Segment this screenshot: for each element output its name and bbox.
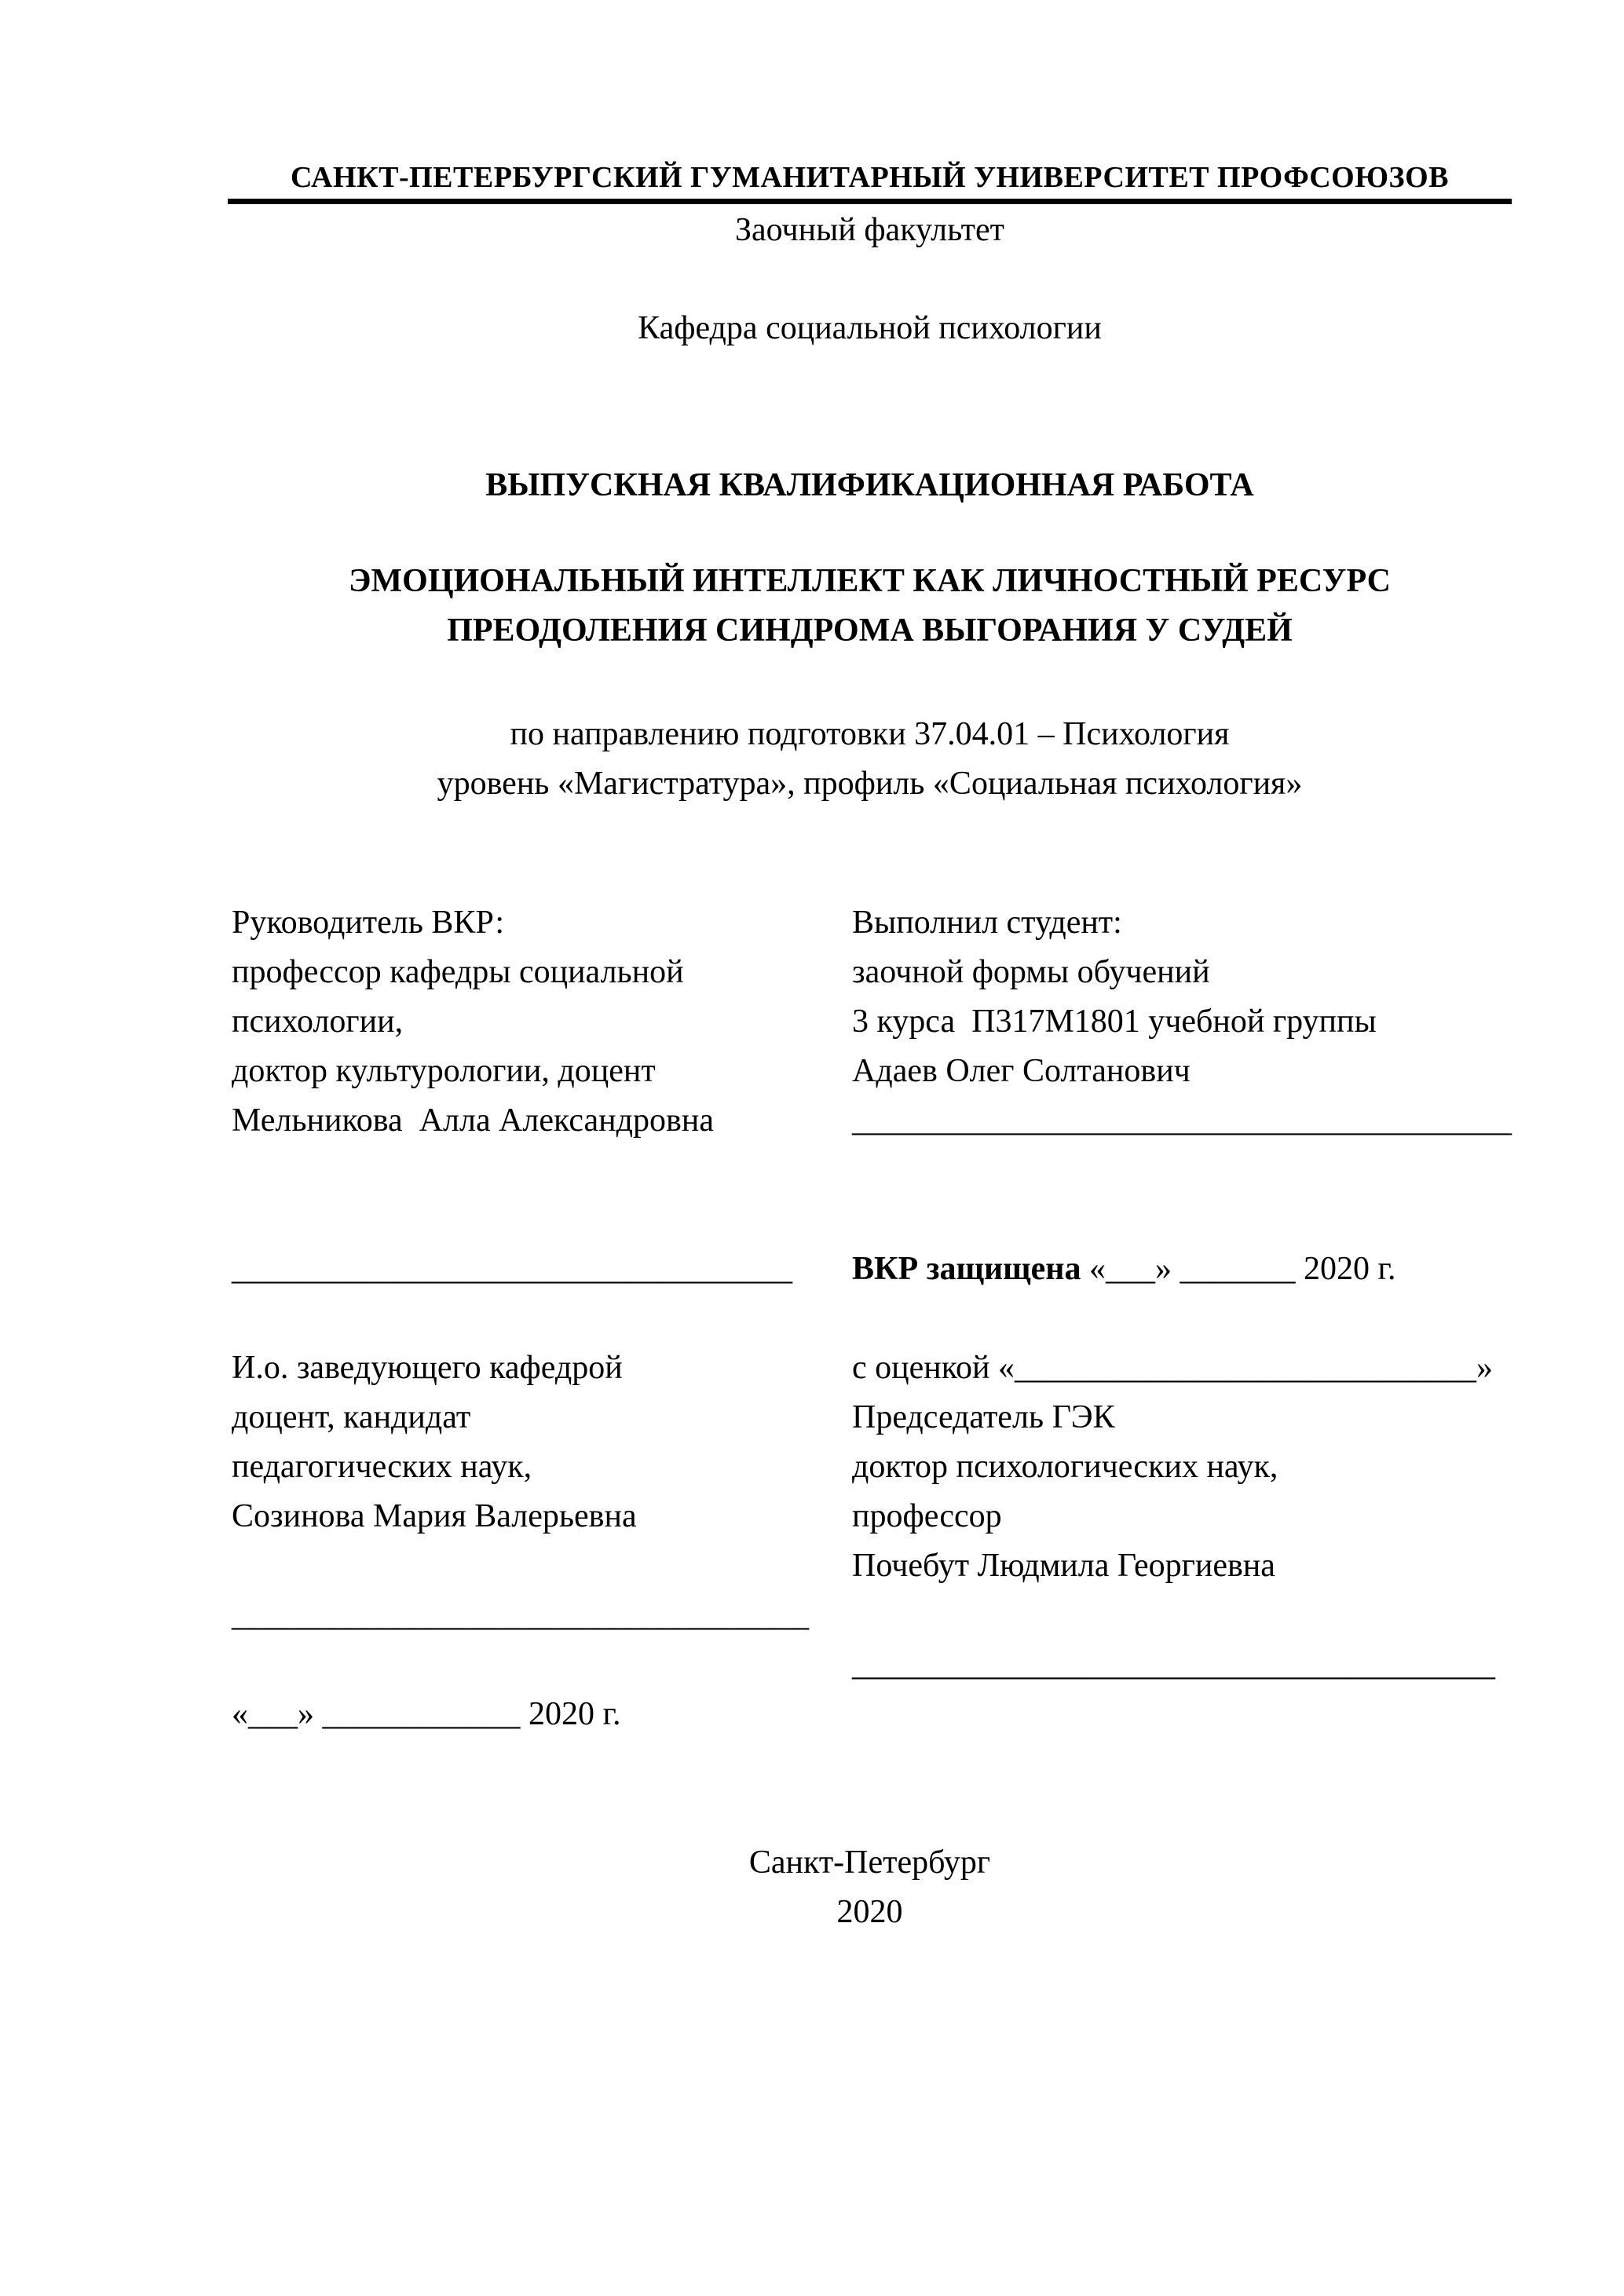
head-position-2: педагогических наук, (232, 1449, 532, 1485)
level-line: уровень «Магистратура», профиль «Социальная психология» (437, 766, 1303, 802)
supervisor-name: Мельникова Алла Александровна (232, 1102, 714, 1139)
header-rule (228, 199, 1512, 204)
student-group: 3 курса П317М1801 учебной группы (852, 1004, 1377, 1040)
grade-line: с оценкой «____________________________» (852, 1350, 1493, 1386)
work-type-heading: ВЫПУСКНАЯ КВАЛИФИКАЦИОННАЯ РАБОТА (485, 467, 1254, 503)
head-signature-line-1: __________________________________ (232, 1251, 792, 1287)
defense-date-line (852, 1245, 1508, 1294)
thesis-title-line1: ЭМОЦИОНАЛЬНЫЙ ИНТЕЛЛЕКТ КАК ЛИЧНОСТНЫЙ РЕСУРС (349, 563, 1391, 599)
student-form: заочной формы обучений (852, 954, 1210, 990)
gek-degree: доктор психологических наук, (852, 1449, 1278, 1485)
student-name: Адаев Олег Солтанович (852, 1053, 1191, 1089)
thesis-title-line2: ПРЕОДОЛЕНИЯ СИНДРОМА ВЫГОРАНИЯ У СУДЕЙ (447, 612, 1293, 649)
year-line: 2020 (836, 1894, 903, 1930)
student-signature-line: ________________________________________ (852, 1102, 1512, 1139)
gek-position: профессор (852, 1498, 1002, 1534)
content (232, 0, 1512, 2296)
city-line: Санкт-Петербург (748, 1844, 991, 1881)
department-name: Кафедра социальной психологии (638, 310, 1102, 346)
supervisor-position-1: профессор кафедры социальной (232, 954, 684, 990)
supervisor-position-3: доктор культурологии, доцент (232, 1053, 656, 1089)
head-date-line: «___» ____________ 2020 г. (232, 1696, 621, 1732)
head-position-1: доцент, кандидат (232, 1399, 471, 1435)
faculty-name: Заочный факультет (734, 212, 1005, 248)
head-signature-line-2: ___________________________________ (232, 1597, 809, 1633)
gek-name: Почебут Людмила Георгиевна (852, 1548, 1275, 1584)
supervisor-position-2: психологии, (232, 1004, 404, 1040)
head-acting-label: И.о. заведующего кафедрой (232, 1350, 623, 1386)
university-name: САНКТ-ПЕТЕРБУРГСКИЙ ГУМАНИТАРНЫЙ УНИВЕРСИТЕТ ПРОФСОЮЗОВ (291, 161, 1449, 194)
defense-label-bold: ВКР защищена (852, 1251, 1081, 1287)
defense-label-rest: «___» _______ 2020 г. (1081, 1251, 1396, 1287)
head-name: Созинова Мария Валерьевна (232, 1498, 637, 1534)
supervisor-label: Руководитель ВКР: (232, 905, 505, 941)
gek-chair-label: Председатель ГЭК (852, 1399, 1115, 1435)
program-line: по направлению подготовки 37.04.01 – Психология (510, 716, 1230, 752)
student-label: Выполнил студент: (852, 905, 1122, 941)
gek-signature-line: _______________________________________ (852, 1647, 1495, 1683)
